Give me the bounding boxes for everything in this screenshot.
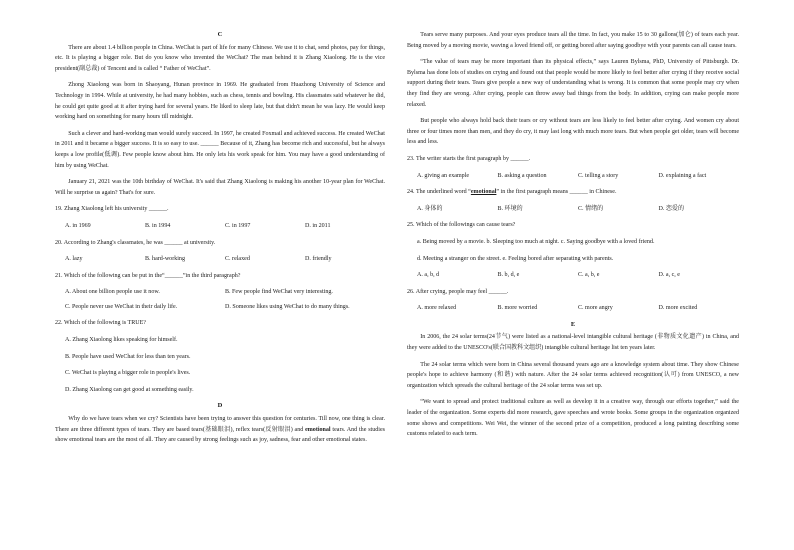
question-24-option-b[interactable]: B. 环境的 [497,205,523,212]
passage-c-paragraph-3: Such a clever and hard-working man would surely succeed. In 1997, he created Foxmail and achieved success. He created WeChat in 2011 and it became a bigger success. It is so easy to use. ______ Because of it, Zhang has become rich and successful, but he always keeps a low profile(低调). Few people know about him. He only lets his work speak for him. You may have a good understanding of him by using WeChat. [55,130,385,169]
question-19-option-b[interactable]: B. in 1994 [145,222,171,229]
right-column [407,30,739,446]
question-24-text-2: ” in the first paragraph means ______ in Chinese. [496,189,617,196]
question-25-choices-line-2: d. Meeting a stranger on the street. e. Feeling bored after separating with parents. [417,255,614,262]
question-21-option-d[interactable]: D. Someone likes using WeChat to do many things. [225,303,350,310]
question-25-option-b[interactable]: B. b, d, e [497,272,520,279]
passage-e-paragraph-3: “We want to spread and protect traditional culture as well as develop it in a creative way, through our efforts together,” said the leader of the organization. Some experts did more research, gave speeches and wrote books. Some groups in the organization organized some shows and competitions. Wei Wei, the winner of the second prize of a competition, produced a long painting describing some customs related to each term. [407,399,739,438]
question-24-option-a[interactable]: A. 身体的 [417,205,443,212]
question-21-options-row-2 [55,302,385,313]
question-26-option-c[interactable]: C. more angry [578,305,613,312]
question-24-option-c[interactable]: C. 情绪的 [578,205,604,212]
question-20-option-b[interactable]: B. hard-working [145,256,185,263]
question-19-option-c[interactable]: C. in 1997 [225,222,251,229]
passage-d-text-1: Why do we have tears when we cry? Scientists have been trying to answer this question for centuries. Till now, one thing is clear. There are three different types of tears. They are based tears(基础眼泪), reflex tears(反射眼泪) and [55,416,385,433]
question-23: 23. The writer starts the first paragraph by ______. [407,155,531,162]
question-22: 22. Which of the following is TRUE? [55,320,146,327]
question-20-option-a[interactable]: A. lazy [65,256,83,263]
question-23-option-a[interactable]: A. giving an example [417,172,470,179]
passage-e-paragraph-2: The 24 solar terms which were born in China several thousand years ago are a knowledge system about time. They show Chinese people's hope to achieve harmony (和谐) with nature. After the 24 solar terms achieved recognition(认可) from UNESCO, a new organization which spreads the cultural heritage of the 24 solar terms was set up. [407,361,739,389]
question-26-options [407,303,739,314]
question-26-option-b[interactable]: B. more worried [497,305,538,312]
section-title-c: C [217,31,223,38]
passage-e-paragraph-1: In 2006, the 24 solar terms(24节气) were listed as a national-level intangible cultural heritage (非物质文化遗产) in China, and they were added to the UNESCO's(联合国教科文组织) intangible cultural heritage list ten years later. [407,334,739,352]
question-23-option-c[interactable]: C. telling a story [578,172,619,179]
question-22-option-a[interactable]: A. Zhang Xiaolong likes speaking for himself. [65,337,178,344]
question-22-option-b[interactable]: B. People have used WeChat for less than ten years. [65,353,191,360]
question-20: 20. According to Zhang's classmates, he was ______ at university. [55,239,216,246]
question-24-options [407,204,739,215]
emotional-word: emotional [305,426,331,433]
passage-d-paragraph-3: “The value of tears may be more important than its physical effects,” says Lauren Bylsma, PhD, University of Pittsburgh. Dr. Bylsma has done lots of studies on crying and found out that people would be more likely to feel better after crying if they receive social support during their tears. Tears give people a new way of understanding what is wrong. It is common that some people may cry when they find they are wrong. After crying, people can throw away bad things from the body. In addition, crying can make people more relaxed. [407,59,739,108]
question-21: 21. Which of the following can be put in the“______”in the third paragraph? [55,272,241,279]
question-22-option-c[interactable]: C. WeChat is playing a bigger role in people's lives. [65,370,191,377]
question-21-option-c[interactable]: C. People never use WeChat in their daily life. [65,303,178,310]
question-20-options [55,254,385,265]
question-24-text-1: 24. The underlined word “ [407,189,471,196]
question-20-option-d[interactable]: D. friendly [305,256,332,263]
question-20-option-c[interactable]: C. relaxed [225,256,250,263]
question-19-options [55,221,385,232]
passage-d-paragraph-2: Tears serve many purposes. And your eyes produce tears all the time. In fact, you make 15 to 30 gallons(加仑) of tears each year. Being moved by a moving movie, waving a loved friend off, or getting bored after saying goodbye with your parents can all cause tears. [407,32,739,49]
question-25-choices-line-1: a. Being moved by a movie. b. Sleeping too much at night. c. Saying goodbye with a loved friend. [417,238,655,245]
left-column [55,30,385,452]
section-title-d: D [217,402,223,410]
passage-d-paragraph-1 [55,414,385,446]
question-23-option-b[interactable]: B. asking a question [497,172,547,179]
section-title-e: E [570,320,576,328]
question-21-options-row-1 [55,287,385,298]
question-25-option-a[interactable]: A. a, b, d [417,272,440,279]
question-21-option-a[interactable]: A. About one billion people use it now. [65,289,160,296]
question-23-options [407,171,739,182]
passage-c-paragraph-1: There are about 1.4 billion people in China. WeChat is part of life for many Chinese. We use it to chat, send photos, pay for things, etc. It is playing a bigger role. But do you know who invented the WeChat? The man behind it is Zhang Xiaolong. He is the vice president(副总裁) of Tencent and is called “ Father of WeChat”. [55,44,385,72]
passage-d-paragraph-4: But people who always hold back their tears or cry without tears are less likely to feel better after crying. And women cry about three or four times more than men, and they do cry, it may last long with much more tears. But when people get older, tears will become less and less. [407,118,739,146]
question-21-option-b[interactable]: B. Few people find WeChat very interesting. [225,289,333,296]
question-26-option-a[interactable]: A. more relaxed [417,305,457,312]
passage-c-paragraph-2: Zhong Xiaolong was born in Shaoyang, Hunan province in 1969. He graduated from Huazhong University of Science and Technology in 1994. While at university, he had many hobbies, such as chess, tennis and bowling. His classmates said whatever he did, he could get quite good at it after trying hard for several years. He liked to sleep late, but that didn't mean he was lazy. He would keep working hard on something for many hours till midnight. [55,82,385,121]
question-19: 19. Zhang Xiaolong left his university ______. [55,206,169,213]
passage-c-paragraph-4: January 21, 2021 was the 10th birthday of WeChat. It's said that Zhang Xiaolong is making his another 10-year plan for WeChat. Will he surprise us again? That's for sure. [55,179,385,196]
question-24 [407,187,739,198]
question-26-option-d[interactable]: D. more excited [658,305,698,312]
question-25-option-c[interactable]: C. a, b, e [578,272,600,279]
question-19-option-a[interactable]: A. in 1969 [65,222,91,229]
underlined-word: emotional [470,189,497,196]
question-25-options [407,270,739,281]
question-23-option-d[interactable]: D. explaining a fact [658,172,707,179]
question-26: 26. After crying, people may feel ______. [407,288,509,295]
question-25: 25. Which of the followings can cause tears? [407,222,516,229]
passage-d-text-2: tears. And the studies show emotional tears are the most of all. They are caused by strong feelings such as joy, sadness, fear and other emotional states. [55,426,385,444]
question-25-option-d[interactable]: D. a, c, e [658,272,680,279]
question-19-option-d[interactable]: D. in 2011 [305,222,331,229]
question-22-option-d[interactable]: D. Zhang Xiaolong can get good at something easily. [65,386,194,393]
question-24-option-d[interactable]: D. 恋爱的 [658,205,685,212]
